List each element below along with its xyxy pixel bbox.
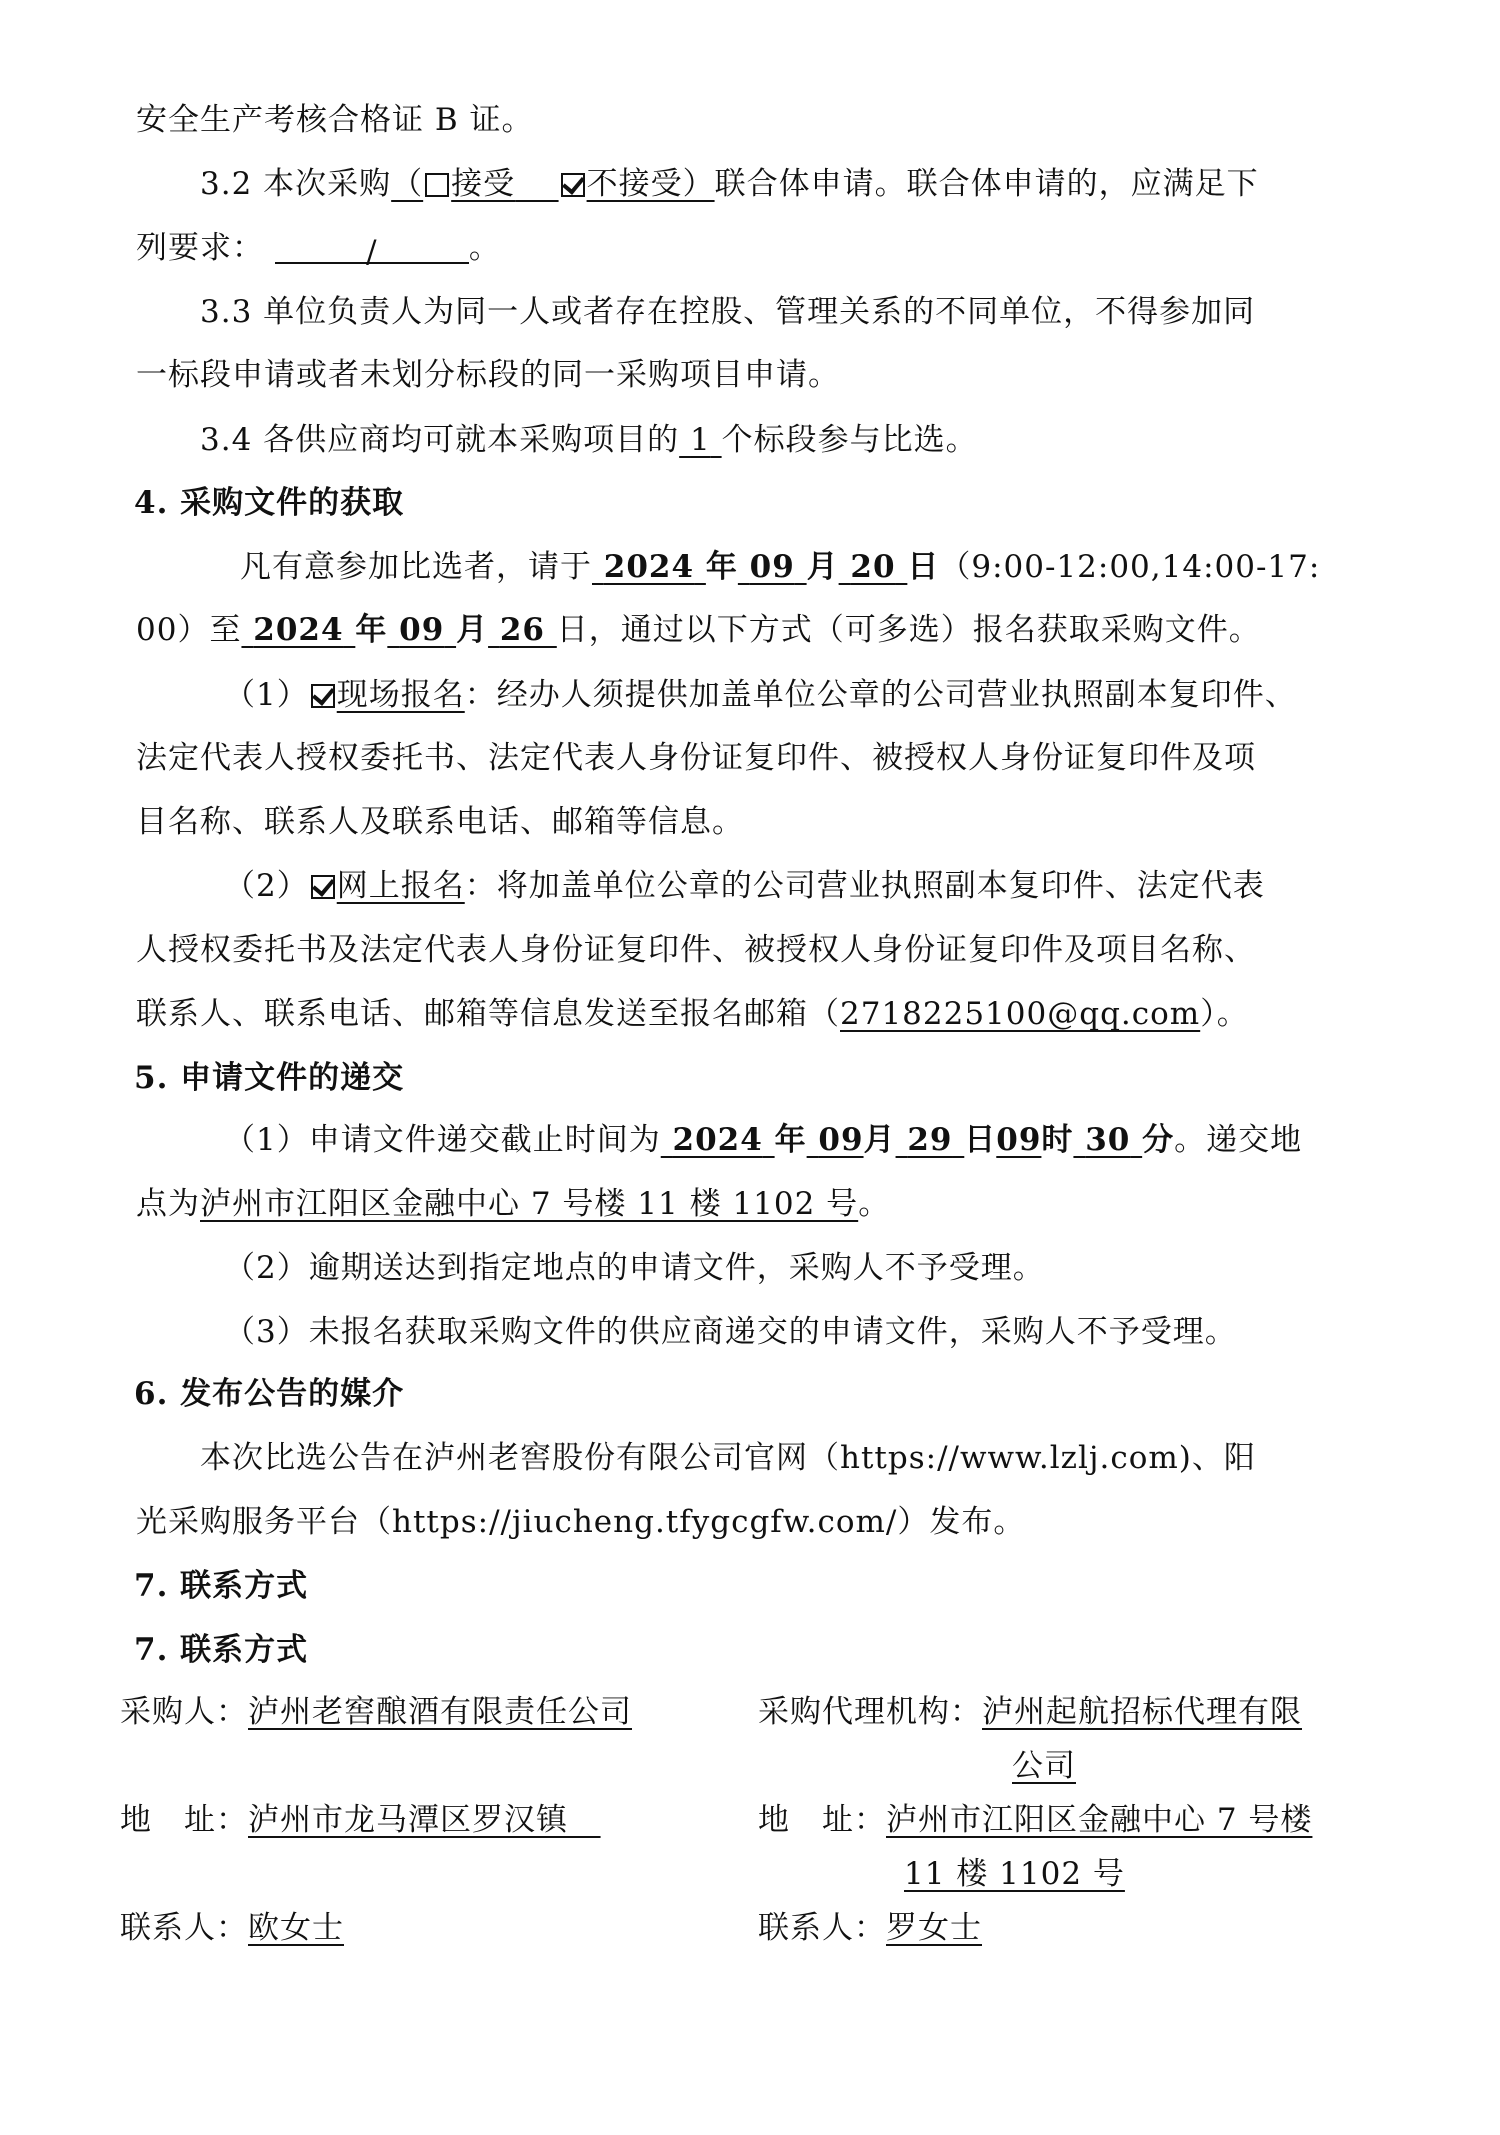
accept-checkbox-icon — [425, 173, 449, 197]
section-7-heading-dup: 7. 联系方式 — [134, 1632, 309, 1668]
signup-email-link[interactable]: 2718225100@qq.com — [840, 996, 1201, 1032]
buyer-address-row: 地 址：泸州市龙马潭区罗汉镇 — [120, 1800, 601, 1840]
buyer-name: 泸州老窖酿酒有限责任公司 — [248, 1694, 632, 1730]
online-checkbox-checked-icon — [311, 875, 335, 899]
clause-3-2-line2: 列要求： / 。 — [136, 230, 501, 270]
agent-contact-row: 联系人：罗女士 — [758, 1910, 982, 1946]
media-line2: 光采购服务平台（https://jiucheng.tfygcgfw.com/）发布。 — [136, 1504, 1026, 1540]
media-line1: 本次比选公告在泸州老窖股份有限公司官网（https://www.lzlj.com)、阳 — [200, 1440, 1256, 1476]
section-7-heading: 7. 联系方式 — [134, 1568, 309, 1604]
unregistered-item: （3）未报名获取采购文件的供应商递交的申请文件，采购人不予受理。 — [224, 1314, 1237, 1350]
buyer-contact-row: 联系人：欧女士 — [120, 1910, 344, 1946]
clause-3-2: 3.2 本次采购（ 接受 不接受）联合体申请。联合体申请的，应满足下 — [200, 166, 1259, 202]
onsite-checkbox-checked-icon — [311, 684, 335, 708]
method-online-line3: 联系人、联系电话、邮箱等信息发送至报名邮箱（2718225100@qq.com）。 — [136, 996, 1249, 1032]
cert-line: 安全生产考核合格证 B 证。 — [136, 102, 534, 138]
buyer-address: 泸州市龙马潭区罗汉镇 — [248, 1802, 568, 1838]
clause-3-3-line2: 一标段申请或者未划分标段的同一采购项目申请。 — [136, 357, 840, 393]
clause-3-4: 3.4 各供应商均可就本采购项目的 1 个标段参与比选。 — [200, 422, 978, 458]
deadline-location: 点为泸州市江阳区金融中心 7 号楼 11 楼 1102 号。 — [136, 1186, 891, 1222]
section-5-heading: 5. 申请文件的递交 — [134, 1060, 405, 1096]
section-4-para-line2: 00）至 2024 年 09 月 26 日，通过以下方式（可多选）报名获取采购文件。 — [136, 612, 1261, 648]
agent-name-line2: 公司 — [1012, 1748, 1076, 1784]
buyer-row: 采购人：泸州老窖酿酒有限责任公司 — [120, 1694, 632, 1730]
method-online: （2） 网上报名：将加盖单位公章的公司营业执照副本复印件、法定代表 — [224, 868, 1265, 904]
late-submission-item: （2）逾期送达到指定地点的申请文件，采购人不予受理。 — [224, 1250, 1045, 1286]
requirement-blank: / — [275, 232, 469, 264]
agent-row: 采购代理机构：泸州起航招标代理有限 — [758, 1694, 1302, 1730]
deadline-item: （1）申请文件递交截止时间为 2024 年 09月 29 日09时 30 分。递交地 — [224, 1122, 1303, 1158]
agent-address-line2: 11 楼 1102 号 — [904, 1856, 1125, 1892]
section-6-heading: 6. 发布公告的媒介 — [134, 1376, 405, 1412]
agent-address-row: 地 址：泸州市江阳区金融中心 7 号楼 — [758, 1802, 1313, 1838]
method-online-line2: 人授权委托书及法定代表人身份证复印件、被授权人身份证复印件及项目名称、 — [136, 932, 1256, 968]
reject-checkbox-checked-icon — [561, 173, 585, 197]
agent-address: 泸州市江阳区金融中心 7 号楼 — [886, 1802, 1313, 1838]
lot-count: 1 — [690, 422, 711, 458]
method-onsite-line2: 法定代表人授权委托书、法定代表人身份证复印件、被授权人身份证复印件及项 — [136, 740, 1256, 776]
method-onsite-line3: 目名称、联系人及联系电话、邮箱等信息。 — [136, 804, 744, 840]
consortium-options: （ 接受 不接受） — [391, 166, 715, 202]
clause-3-3: 3.3 单位负责人为同一人或者存在控股、管理关系的不同单位，不得参加同 — [200, 294, 1256, 330]
section-4-para: 凡有意参加比选者，请于 2024 年 09 月 20 日（9:00-12:00,14:00-17: — [240, 549, 1321, 585]
section-4-heading: 4. 采购文件的获取 — [134, 485, 405, 521]
agent-name: 泸州起航招标代理有限 — [982, 1694, 1302, 1730]
buyer-contact: 欧女士 — [248, 1910, 344, 1946]
method-onsite: （1） 现场报名：经办人须提供加盖单位公章的公司营业执照副本复印件、 — [224, 677, 1297, 713]
agent-contact: 罗女士 — [886, 1910, 982, 1946]
